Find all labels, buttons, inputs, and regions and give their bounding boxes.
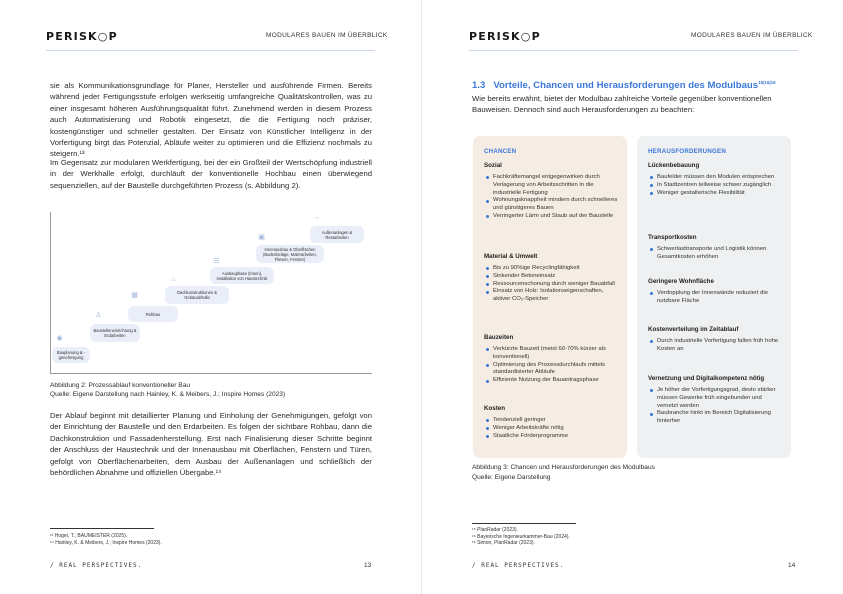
worker-icon: ♙ xyxy=(95,312,102,319)
header-title: MODULARES BAUEN IM ÜBERBLICK xyxy=(266,32,388,39)
chancen-box xyxy=(473,136,627,458)
footnote-15: ¹⁵ PlanRadar (2023). xyxy=(472,527,518,533)
figure-3-source: Quelle: Eigene Darstellung xyxy=(472,474,551,481)
step-innenausbau: Innenausbau & Oberflächen (Bodenbeläge, Malerarbeiten, Fliesen, Fenster) xyxy=(256,245,324,263)
category-title: Material & Umwelt xyxy=(484,253,538,260)
arrow-right-icon: → xyxy=(313,214,320,221)
list-item: Verkürzte Bauzeit (meist 60-70% kürzer als konventionell) xyxy=(484,346,620,362)
category-title: Lückenbebauung xyxy=(648,162,700,169)
list-item: Baubranche hinkt im Bereich Digitalisierung hinterher xyxy=(648,410,784,426)
paragraph-2: Im Gegensatz zur modularen Werkfertigung, bei der ein Großteil der Wertschöpfung industriell in der Werkhalle erfolgt, durchläuft der konventionelle Hochbau einen überwiegend sequenziellen, auf der Baustelle durchgeführten Prozess (s. Abbildung 2). xyxy=(50,158,372,190)
figure-3-caption: Abbildung 3: Chancen und Herausforderungen des Modulbaus xyxy=(472,464,655,471)
footnotes-left xyxy=(50,533,162,546)
bricks-icon: ▦ xyxy=(131,292,138,299)
location-pin-icon: ◉ xyxy=(56,335,63,342)
paragraph-1: sie als Kommunikationsgrundlage für Planer, Hersteller und ausführende Firmen. Bereits während jeder Fertigungsstufe erfolgen werkseitig umfangreiche Qualitätskontrollen, was zu einer insgesamt höheren Ausführungsqualität führt. Zunehmend werden in diesem Prozess auch Automatisierung und Robotik eingesetzt, die die Fertigung noch präziser, kostengünstiger und schneller gestalten. Der Einsatz von Künstlicher Intelligenz in der Vorfertigung birgt das Potenzial, Abläufe weiter zu optimieren und die Effizienz nochmals zu steigern.¹³ xyxy=(50,81,372,159)
interior-icon: ▣ xyxy=(258,234,265,241)
list-item: Einsatz von Holz: Isolationseigenschaften, aktiver CO₂-Speicher xyxy=(484,288,620,304)
list-item: Bis zu 90%ige Recyclingfähigkeit xyxy=(484,265,620,273)
footnote-16b: ¹⁶ Simon, PlanRadar (2023). xyxy=(472,540,535,546)
list-item: Weniger Arbeitskräfte nötig xyxy=(484,425,620,433)
chancen-title: CHANCEN xyxy=(484,148,517,155)
list-item: Sinkender Betoneinsatz xyxy=(484,273,620,281)
step-bauplanung: Bauplanung & -genehmigung xyxy=(52,347,90,363)
roof-icon: ⌂ xyxy=(171,276,176,283)
category-bauzeiten xyxy=(484,334,620,385)
process-diagram xyxy=(50,212,372,374)
list-item: Verdopplung der Innenwände reduziert die nutzbare Fläche xyxy=(648,290,784,306)
diagram-axis-left xyxy=(50,212,51,374)
list-item: Durch industrielle Vorfertigung fallen früh hohe Kosten an xyxy=(648,338,784,354)
list-item: Je höher der Vorfertigungsgrad, desto stärker müssen Gewerke früh eingebunden und vernetzt werden xyxy=(648,387,784,410)
pipes-icon: ☰ xyxy=(213,258,220,265)
list-item: Ressourcenschonung durch weniger Bauabfall xyxy=(484,281,620,289)
footer-tagline: / REAL PERSPECTIVES. xyxy=(50,562,143,569)
page-14 xyxy=(422,0,843,594)
category-vernetzung xyxy=(648,375,784,426)
category-title: Kosten xyxy=(484,405,505,412)
footnote-divider xyxy=(472,523,576,524)
figure-2-source: Quelle: Eigene Darstellung nach Hainley, K. & Meibers, J.; Inspire Homes (2023) xyxy=(50,391,286,398)
step-dachkonstruktion: Dachkonstruktionen & Gebäudehülle xyxy=(165,286,229,304)
category-title: Bauzeiten xyxy=(484,334,514,341)
list-item: Effiziente Nutzung der Bauantragsphase xyxy=(484,377,620,385)
list-item: Wohnungsknappheit mindern durch schnelleres und günstigeres Bauen xyxy=(484,197,620,213)
step-aussenanlagen: Außenanlagen & Restarbeiten xyxy=(310,226,364,243)
category-title: Sozial xyxy=(484,162,502,169)
footnotes-right xyxy=(472,527,570,547)
category-title: Vernetzung und Digitalkompetenz nötig xyxy=(648,375,765,382)
paragraph-3: Der Ablauf beginnt mit detaillierter Planung und Einholung der Genehmigungen, gefolgt von der Einrichtung der Baustelle und den Erdarbeiten. Es folgen der sichtbare Rohbau, dann die Dachkonstruktion und Fassadenherstellung. Erst nach Finalisierung dieser Schritte beginnt der Anschluss der Haustechnik und der Innenausbau mit Oberflächen, Fenstern und Türen, gefolgt von Oberflächenarbeiten, dem Ausbau der Außenanlagen und schließlich der behördlichen Abnahme und offiziellen Übergabe.¹⁴ xyxy=(50,411,372,478)
list-item: Staatliche Förderprogramme xyxy=(484,433,620,441)
periskop-logo: PERISK○P xyxy=(469,30,541,43)
header-divider xyxy=(469,50,798,51)
step-rohbau: Rohbau xyxy=(128,306,178,322)
category-sozial xyxy=(484,162,620,221)
category-material-umwelt xyxy=(484,253,620,304)
list-item: Weniger gestalterische Flexibilität xyxy=(648,190,784,198)
category-kostenverteilung xyxy=(648,326,784,354)
section-heading xyxy=(472,80,776,91)
diagram-axis-bottom xyxy=(50,373,372,374)
category-title: Geringere Wohnfläche xyxy=(648,278,714,285)
section-refs: 15|16|16 xyxy=(758,80,776,85)
step-baustelleneinrichtung: Baustelleneinrichtung & Erdarbeiten xyxy=(90,324,140,342)
step-ausbauphase: Ausbauphase (Innen), Installation von Haustechnik xyxy=(210,267,274,284)
periskop-logo: PERISK○P xyxy=(46,30,118,43)
footnote-divider xyxy=(50,528,154,529)
figure-2-caption: Abbildung 2: Prozessablauf konventioneller Bau xyxy=(50,382,191,389)
category-title: Transportkosten xyxy=(648,234,697,241)
page-number: 14 xyxy=(788,562,796,569)
category-title: Kostenverteilung im Zeitablauf xyxy=(648,326,739,333)
section-title: Vorteile, Chancen und Herausforderungen des Modulbaus xyxy=(493,80,759,92)
list-item: Baufelder müssen den Modulen entsprechen xyxy=(648,174,784,182)
footnote-16: ¹⁶ Bayerische Ingenieurkammer-Bau (2024). xyxy=(472,533,570,540)
list-item: Fachkräftemangel entgegenwirken durch Verlagerung von Arbeitsschritten in die industrielle Fertigung xyxy=(484,174,620,197)
herausforderungen-title: HERAUSFORDERUNGEN xyxy=(648,148,726,155)
list-item: Verringerter Lärm und Staub auf der Baustelle xyxy=(484,213,620,221)
footnote-14: ¹⁴ Hainley, K. & Meibers, J.; Inspire Homes (2023). xyxy=(50,539,162,546)
header-divider xyxy=(46,50,375,51)
section-number: 1.3 xyxy=(472,80,486,92)
header-title: MODULARES BAUEN IM ÜBERBLICK xyxy=(691,32,813,39)
list-item: Optimierung des Prozessdurchlaufs mittels standardisierter Abläufe xyxy=(484,362,620,378)
footnote-13: ¹³ Hoger, T.; BAUMEISTER (2025). xyxy=(50,533,128,539)
list-item: Schwerlasttransporte und Logistik können Gesamtkosten erhöhen xyxy=(648,246,784,262)
herausforderungen-box xyxy=(637,136,791,458)
footer-tagline: / REAL PERSPECTIVES. xyxy=(472,562,565,569)
category-transportkosten xyxy=(648,234,784,262)
page-number: 13 xyxy=(364,562,372,569)
page-13 xyxy=(0,0,421,594)
category-wohnflaeche xyxy=(648,278,784,306)
section-intro: Wie bereits erwähnt, bietet der Modulbau zahlreiche Vorteile gegenüber konventionellen Bauweisen. Dennoch sind auch Herausforderungen zu beachten: xyxy=(472,94,772,115)
category-lueckenbebauung xyxy=(648,162,784,197)
list-item: In Stadtzentren teilweise schwer zugänglich xyxy=(648,182,784,190)
list-item: Tendenziell geringer xyxy=(484,417,620,425)
category-kosten xyxy=(484,405,620,440)
